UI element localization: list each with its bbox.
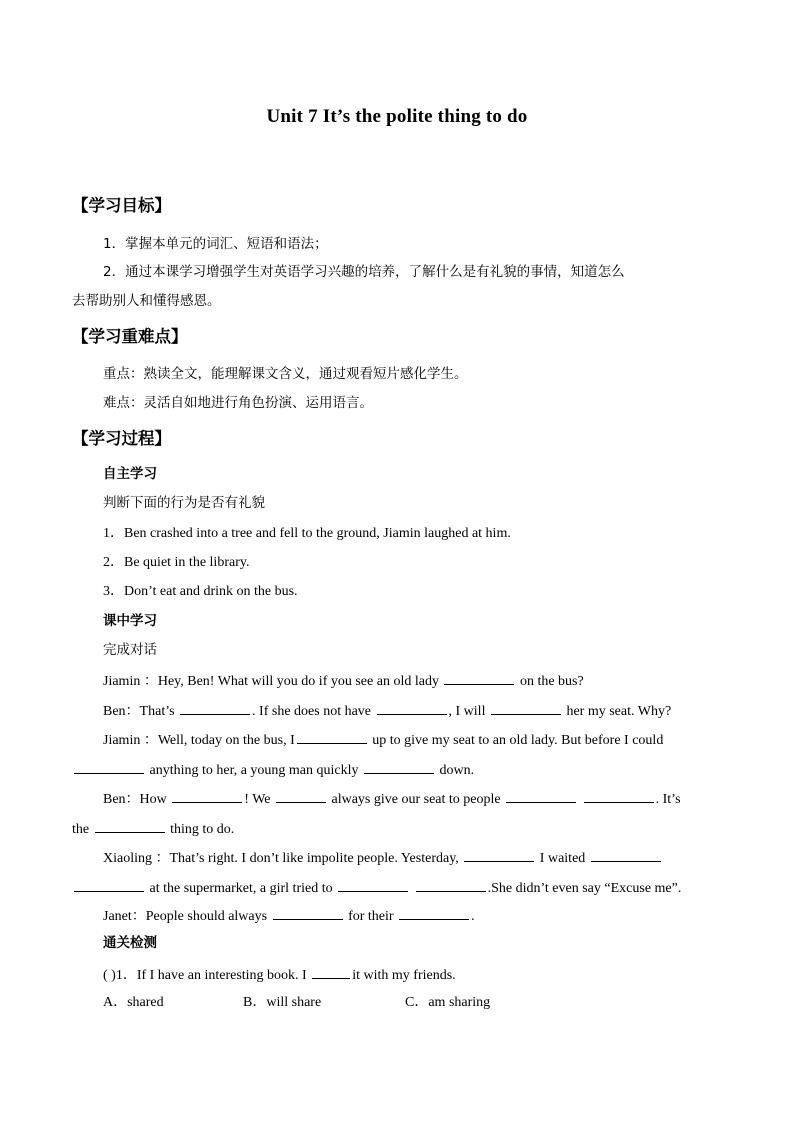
fill-blank[interactable] [444,671,514,685]
option-b[interactable]: B．will share [243,995,322,1010]
fill-blank[interactable] [491,701,561,715]
question-text: it with my friends. [352,968,456,983]
fill-blank[interactable] [273,906,343,920]
fill-blank[interactable] [364,760,434,774]
dialogue-text: .She didn’t even say “Excuse me”. [487,881,682,896]
process-heading: 【学习过程】 [72,429,171,448]
dialogue-text: ! We [244,792,271,807]
fill-blank[interactable] [399,906,469,920]
dialogue-text: . It’s [655,792,681,807]
self-study-instruction: 判断下面的行为是否有礼貌 [103,495,265,511]
dialogue-text: always give our seat to people [331,792,501,807]
goal-item-2-line-2: 去帮助别人和懂得感恩。 [72,293,221,309]
dialogue-text: down. [439,763,475,778]
fill-blank[interactable] [584,789,654,803]
dialogue-text: I waited [539,851,586,866]
fill-blank[interactable] [180,701,250,715]
dialogue-line-3 [103,730,663,750]
check-question-1 [103,965,456,985]
goals-heading: 【学习目标】 [72,196,171,215]
fill-blank[interactable] [464,848,534,862]
class-study-instruction: 完成对话 [103,642,157,658]
dialogue-text: on the bus? [519,674,584,689]
dialogue-line-4 [72,760,474,780]
check-options [103,994,490,1012]
fill-blank[interactable] [95,819,165,833]
goal-item-1: 1．掌握本单元的词汇、短语和语法； [103,236,328,252]
dialogue-text: anything to her, a young man quickly [149,763,359,778]
dialogue-text: her my seat. Why? [566,704,672,719]
dialogue-line-2 [103,701,671,721]
keypoint-focus: 重点：熟读全文，能理解课文含义，通过观看短片感化学生。 [103,366,468,382]
fill-blank[interactable] [377,701,447,715]
page-title: Unit 7 It’s the polite thing to do [266,106,528,127]
dialogue-text: Jiamin ：Well, today on the bus, I [103,733,295,748]
fill-blank[interactable] [297,730,367,744]
dialogue-text: at the supermarket, a girl tried to [149,881,333,896]
dialogue-text: up to give my seat to an old lady. But before I could [372,733,664,748]
fill-blank[interactable] [338,878,408,892]
fill-blank[interactable] [172,789,242,803]
option-c[interactable]: C．am sharing [405,995,491,1010]
question-text: ( )1．If I have an interesting book. I [103,968,307,983]
fill-blank[interactable] [312,965,350,979]
fill-blank[interactable] [591,848,661,862]
self-study-item-3: 3．Don’t eat and drink on the bus. [103,584,298,599]
self-study-heading: 自主学习 [103,466,157,482]
dialogue-text: Janet：People should always [103,909,268,924]
dialogue-text: thing to do. [170,822,235,837]
dialogue-line-5 [103,789,681,809]
keypoint-difficulty: 难点：灵活自如地进行角色扮演、运用语言。 [103,395,373,411]
keypoints-heading: 【学习重难点】 [72,327,188,346]
self-study-item-1: 1．Ben crashed into a tree and fell to the ground, Jiamin laughed at him. [103,526,511,541]
self-study-item-2: 2．Be quiet in the library. [103,555,250,570]
dialogue-line-7 [103,848,663,868]
fill-blank[interactable] [74,760,144,774]
dialogue-text: Ben：How [103,792,167,807]
dialogue-line-9 [103,906,475,926]
dialogue-text: . [471,909,475,924]
dialogue-text: , I will [448,704,486,719]
dialogue-text: the [72,822,90,837]
fill-blank[interactable] [416,878,486,892]
fill-blank[interactable] [506,789,576,803]
dialogue-text: . If she does not have [252,704,372,719]
dialogue-line-1 [103,671,584,691]
dialogue-text: Xiaoling ：That’s right. I don’t like impolite people. Yesterday, [103,851,459,866]
dialogue-text: for their [348,909,394,924]
dialogue-text: Jiamin ：Hey, Ben! What will you do if you see an old lady [103,674,439,689]
option-a[interactable]: A．shared [103,995,164,1010]
dialogue-text: Ben：That’s [103,704,175,719]
fill-blank[interactable] [74,878,144,892]
class-study-heading: 课中学习 [103,613,157,629]
dialogue-line-8 [72,878,681,898]
dialogue-line-6 [72,819,234,839]
fill-blank[interactable] [276,789,326,803]
check-heading: 通关检测 [103,935,157,951]
goal-item-2-line-1: 2．通过本课学习增强学生对英语学习兴趣的培养，了解什么是有礼貌的事情，知道怎么 [103,264,625,280]
